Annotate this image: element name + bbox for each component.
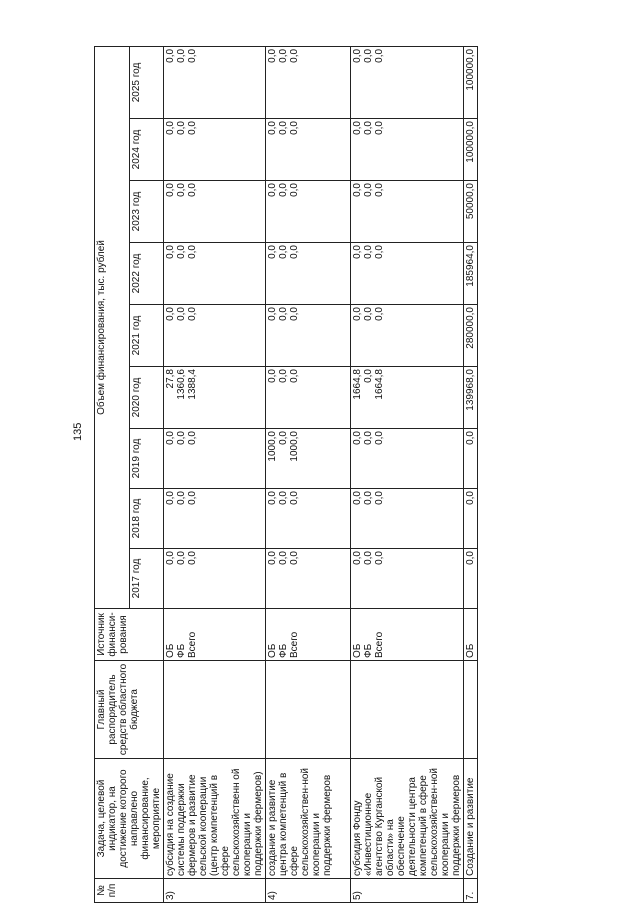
value: 0,0 — [176, 245, 187, 259]
value-cell-2017-год — [266, 549, 351, 609]
value: 0,0 — [267, 48, 278, 63]
value: 0,0 — [352, 48, 363, 63]
value: 280000,0 — [465, 307, 476, 349]
value: 0,0 — [165, 491, 176, 505]
value: 0,0 — [363, 121, 374, 135]
value-cell-2025-год — [464, 46, 478, 118]
value-cell-2021-год — [351, 305, 464, 367]
row-sources — [464, 609, 478, 661]
value-cell-2025-год — [351, 46, 464, 118]
value: 0,0 — [352, 121, 363, 135]
year-header-3: 2020 год — [129, 367, 164, 429]
table-row — [164, 46, 266, 902]
value: 0,0 — [267, 121, 278, 135]
value: 0,0 — [176, 491, 187, 505]
source-label: ОБ — [465, 643, 476, 658]
row-task: субсидия на создание системы поддержки фермеров и развитие сельской кооперации (центр компетенций в сфере сельскохозяйственн ой кооперации и поддержки фермеров) — [164, 759, 266, 879]
year-header-8: 2025 год — [129, 46, 164, 118]
value-cell-2020-год — [266, 367, 351, 429]
table-body — [164, 46, 478, 902]
row-number: 5) — [351, 879, 464, 903]
value: 0,0 — [165, 307, 176, 321]
source-label: Всего — [374, 631, 385, 658]
value: 0,0 — [289, 121, 300, 135]
value: 139968,0 — [465, 369, 476, 411]
row-sources — [266, 609, 351, 661]
row-sources — [351, 609, 464, 661]
value: 100000,0 — [465, 48, 476, 91]
year-header-4: 2021 год — [129, 305, 164, 367]
value: 0,0 — [278, 431, 289, 445]
value-cell-2019-год — [464, 429, 478, 489]
value: 0,0 — [187, 491, 198, 505]
value-cell-2017-год — [464, 549, 478, 609]
value: 0,0 — [363, 551, 374, 565]
value-cell-2018-год — [266, 489, 351, 549]
value: 0,0 — [374, 491, 385, 505]
value: 0,0 — [278, 121, 289, 135]
value: 0,0 — [465, 551, 476, 565]
value-cell-2019-год — [164, 429, 266, 489]
value: 0,0 — [352, 183, 363, 197]
value: 0,0 — [165, 245, 176, 259]
value: 1360,6 — [176, 369, 187, 400]
value: 0,0 — [267, 245, 278, 259]
value-cell-2018-год — [164, 489, 266, 549]
value-cell-2025-год — [164, 46, 266, 118]
value: 0,0 — [289, 48, 300, 63]
value: 1664,8 — [352, 369, 363, 400]
value-cell-2018-год — [351, 489, 464, 549]
value: 0,0 — [374, 121, 385, 135]
value: 0,0 — [352, 245, 363, 259]
row-task: Создание и развитие — [464, 759, 478, 879]
value-cell-2019-год — [351, 429, 464, 489]
value-cell-2025-год — [266, 46, 351, 118]
value: 0,0 — [165, 551, 176, 565]
value: 0,0 — [465, 491, 476, 505]
value: 0,0 — [363, 245, 374, 259]
value-cell-2024-год — [266, 119, 351, 181]
value-cell-2020-год — [164, 367, 266, 429]
value: 0,0 — [267, 491, 278, 505]
value: 185964,0 — [465, 245, 476, 287]
value: 0,0 — [278, 369, 289, 383]
value-cell-2018-год — [464, 489, 478, 549]
value-cell-2021-год — [464, 305, 478, 367]
value: 0,0 — [187, 431, 198, 445]
value-cell-2023-год — [164, 181, 266, 243]
value: 0,0 — [187, 551, 198, 565]
rotated-page — [92, 45, 622, 905]
value: 0,0 — [363, 491, 374, 505]
row-task: создание и развитие центра компетенций в сфере сельскохозяйствен-ной кооперации и поддержки фермеров — [266, 759, 351, 879]
value-cell-2023-год — [464, 181, 478, 243]
value-cell-2021-год — [266, 305, 351, 367]
value: 0,0 — [176, 183, 187, 197]
financing-table — [94, 46, 478, 903]
year-header-1: 2018 год — [129, 489, 164, 549]
value-cell-2023-год — [266, 181, 351, 243]
value: 0,0 — [465, 431, 476, 445]
value-cell-2020-год — [351, 367, 464, 429]
value: 0,0 — [374, 48, 385, 63]
source-label: ФБ — [176, 643, 187, 658]
value-cell-2024-год — [164, 119, 266, 181]
value: 1664,8 — [374, 369, 385, 400]
year-header-5: 2022 год — [129, 243, 164, 305]
value: 0,0 — [352, 491, 363, 505]
value: 0,0 — [289, 245, 300, 259]
value-cell-2024-год — [464, 119, 478, 181]
year-header-7: 2024 год — [129, 119, 164, 181]
value-cell-2019-год — [266, 429, 351, 489]
value: 1000,0 — [267, 431, 278, 462]
value: 0,0 — [289, 491, 300, 505]
value-cell-2020-год — [464, 367, 478, 429]
value: 0,0 — [176, 121, 187, 135]
value: 0,0 — [278, 307, 289, 321]
header-num: № п/п — [95, 879, 164, 903]
value-cell-2023-год — [351, 181, 464, 243]
value: 0,0 — [278, 491, 289, 505]
value: 0,0 — [363, 431, 374, 445]
value: 27,8 — [165, 369, 176, 389]
value: 50000,0 — [465, 183, 476, 220]
value: 0,0 — [289, 183, 300, 197]
header-source: Источник финанси-рования — [95, 609, 164, 661]
value: 0,0 — [374, 431, 385, 445]
value: 0,0 — [289, 551, 300, 565]
year-header-0: 2017 год — [129, 549, 164, 609]
row-manager — [351, 661, 464, 759]
source-label: ОБ — [165, 643, 176, 658]
value: 0,0 — [363, 307, 374, 321]
value: 0,0 — [267, 369, 278, 383]
value: 0,0 — [289, 369, 300, 383]
value: 0,0 — [187, 48, 198, 63]
value: 0,0 — [165, 48, 176, 63]
source-label: ОБ — [267, 643, 278, 658]
value: 0,0 — [363, 48, 374, 63]
source-label: ФБ — [278, 643, 289, 658]
table-row — [464, 46, 478, 902]
value: 0,0 — [267, 183, 278, 197]
source-label: Всего — [187, 631, 198, 658]
value: 0,0 — [176, 307, 187, 321]
value-cell-2024-год — [351, 119, 464, 181]
row-sources — [164, 609, 266, 661]
value: 0,0 — [374, 551, 385, 565]
header-volume: Объем финансирования, тыс. рублей — [95, 46, 130, 608]
value-cell-2022-год — [464, 243, 478, 305]
value-cell-2022-год — [351, 243, 464, 305]
table-row — [351, 46, 464, 902]
value: 0,0 — [187, 245, 198, 259]
value: 0,0 — [187, 307, 198, 321]
row-manager — [464, 661, 478, 759]
row-manager — [266, 661, 351, 759]
value: 0,0 — [165, 431, 176, 445]
value: 0,0 — [352, 551, 363, 565]
value: 100000,0 — [465, 121, 476, 163]
value-cell-2017-год — [351, 549, 464, 609]
value: 0,0 — [187, 121, 198, 135]
header-manager: Главный распорядитель средств областного бюджета — [95, 661, 164, 759]
value-cell-2022-год — [164, 243, 266, 305]
value: 0,0 — [267, 551, 278, 565]
value: 0,0 — [267, 307, 278, 321]
source-label: ФБ — [363, 643, 374, 658]
value: 0,0 — [278, 551, 289, 565]
value-cell-2017-год — [164, 549, 266, 609]
value: 0,0 — [352, 431, 363, 445]
value: 0,0 — [374, 183, 385, 197]
source-label: Всего — [289, 631, 300, 658]
page-number: 135 — [72, 422, 84, 441]
header-task: Задача, целевой индикатор, на достижение которого направлено финансирование, мероприятие — [95, 759, 164, 879]
value: 0,0 — [176, 48, 187, 63]
table-area — [92, 0, 622, 905]
row-number: 3) — [164, 879, 266, 903]
value: 0,0 — [278, 183, 289, 197]
row-task: субсидия Фонду «Инвестиционное агентство Курганской области» на обеспечение деятельности центра компетенций в сфере сельскохозяйствен-ной кооперации и поддержки фермеров — [351, 759, 464, 879]
table-row — [266, 46, 351, 902]
value: 0,0 — [278, 245, 289, 259]
value: 0,0 — [374, 307, 385, 321]
value: 0,0 — [374, 245, 385, 259]
value: 0,0 — [176, 551, 187, 565]
value: 0,0 — [363, 369, 374, 383]
value: 1388,4 — [187, 369, 198, 400]
source-label: ОБ — [352, 643, 363, 658]
row-number: 7. — [464, 879, 478, 903]
year-header-6: 2023 год — [129, 181, 164, 243]
value: 0,0 — [165, 183, 176, 197]
value: 0,0 — [187, 183, 198, 197]
row-number: 4) — [266, 879, 351, 903]
value: 1000,0 — [289, 431, 300, 462]
value-cell-2022-год — [266, 243, 351, 305]
year-header-2: 2019 год — [129, 429, 164, 489]
row-manager — [164, 661, 266, 759]
value: 0,0 — [165, 121, 176, 135]
value: 0,0 — [289, 307, 300, 321]
value: 0,0 — [352, 307, 363, 321]
value: 0,0 — [278, 48, 289, 63]
value: 0,0 — [176, 431, 187, 445]
value-cell-2021-год — [164, 305, 266, 367]
value: 0,0 — [363, 183, 374, 197]
